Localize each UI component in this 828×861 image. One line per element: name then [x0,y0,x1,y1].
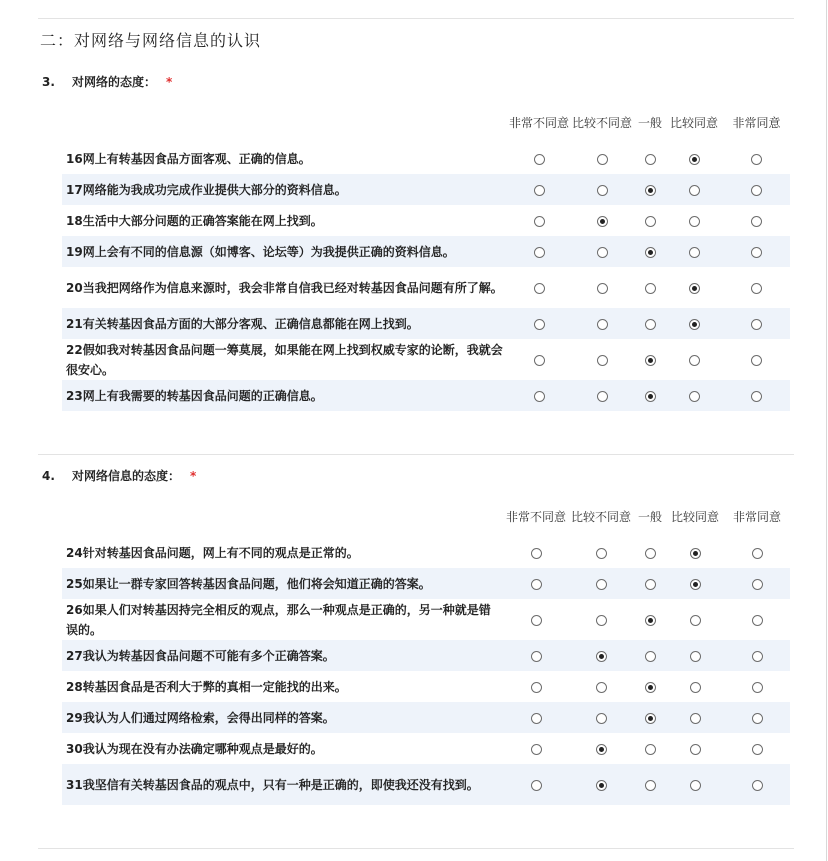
radio-option[interactable] [645,651,656,662]
option-header: 比较不同意 [570,510,631,524]
radio-option[interactable] [645,319,656,330]
radio-option[interactable] [751,154,762,165]
divider-middle [38,454,794,455]
radio-option[interactable] [690,682,701,693]
matrix-row [62,764,790,805]
radio-option[interactable] [531,579,542,590]
radio-option[interactable] [645,185,656,196]
radio-option[interactable] [645,744,656,755]
radio-option[interactable] [689,185,700,196]
radio-option[interactable] [752,615,763,626]
row-statement: 29我认为人们通过网络检索，会得出同样的答案。 [62,702,504,733]
divider-bottom [38,848,794,849]
matrix-row [62,308,790,339]
row-statement: 24针对转基因食品问题，网上有不同的观点是正常的。 [66,545,359,560]
radio-option[interactable] [531,682,542,693]
matrix-row [62,380,790,411]
radio-option[interactable] [751,391,762,402]
option-header: 非常同意 [732,116,781,130]
radio-option[interactable] [596,548,607,559]
radio-option[interactable] [534,247,545,258]
question-4-heading [42,467,196,484]
row-statement: 22假如我对转基因食品问题一筹莫展，如果能在网上找到权威专家的论断，我就会很安心。 [66,342,503,377]
radio-option[interactable] [689,319,700,330]
radio-option[interactable] [645,579,656,590]
radio-option[interactable] [597,216,608,227]
option-header: 一般 [637,510,662,524]
matrix-row [62,236,790,267]
radio-option[interactable] [752,682,763,693]
radio-option[interactable] [645,391,656,402]
radio-option[interactable] [597,283,608,294]
radio-option[interactable] [534,355,545,366]
question-number: 3. [42,75,55,89]
radio-option[interactable] [752,579,763,590]
radio-option[interactable] [534,283,545,294]
radio-option[interactable] [689,247,700,258]
question-4-matrix [62,497,790,805]
radio-option[interactable] [752,651,763,662]
question-3-heading [42,73,172,90]
radio-option[interactable] [689,355,700,366]
radio-option[interactable] [690,651,701,662]
row-statement: 18生活中大部分问题的正确答案能在网上找到。 [66,213,323,228]
radio-option[interactable] [689,216,700,227]
row-statement: 20当我把网络作为信息来源时，我会非常自信我已经对转基因食品问题有所了解。 [66,280,503,295]
page-right-border [826,0,827,861]
radio-option[interactable] [534,319,545,330]
radio-option[interactable] [597,391,608,402]
radio-option[interactable] [752,713,763,724]
option-header: 非常不同意 [505,510,566,524]
row-statement: 25如果让一群专家回答转基因食品问题，他们将会知道正确的答案。 [62,568,504,599]
row-statement: 27我认为转基因食品问题不可能有多个正确答案。 [62,640,504,671]
radio-option[interactable] [596,615,607,626]
radio-option[interactable] [751,247,762,258]
row-statement: 19网上会有不同的信息源（如博客、论坛等）为我提供正确的资料信息。 [62,236,509,267]
matrix-header-row [62,497,790,537]
radio-option[interactable] [534,216,545,227]
radio-option[interactable] [752,780,763,791]
radio-option[interactable] [689,283,700,294]
radio-option[interactable] [645,713,656,724]
option-header: 一般 [637,116,662,130]
radio-option[interactable] [752,744,763,755]
matrix-row [62,537,790,568]
row-statement: 26如果人们对转基因持完全相反的观点，那么一种观点是正确的，另一种就是错误的。 [66,602,491,637]
radio-option[interactable] [534,391,545,402]
radio-option[interactable] [645,247,656,258]
matrix-row [62,143,790,174]
radio-option[interactable] [531,780,542,791]
radio-option[interactable] [645,216,656,227]
row-statement: 21有关转基因食品方面的大部分客观、正确信息都能在网上找到。 [62,308,509,339]
radio-option[interactable] [690,744,701,755]
radio-option[interactable] [751,185,762,196]
radio-option[interactable] [596,780,607,791]
option-header: 比较同意 [670,510,719,524]
row-statement: 17网络能为我成功完成作业提供大部分的资料信息。 [62,174,509,205]
radio-option[interactable] [531,713,542,724]
row-statement: 28转基因食品是否利大于弊的真相一定能找的出来。 [66,679,347,694]
radio-option[interactable] [690,579,701,590]
matrix-row [62,733,790,764]
radio-option[interactable] [597,185,608,196]
radio-option[interactable] [645,682,656,693]
radio-option[interactable] [645,780,656,791]
radio-option[interactable] [597,355,608,366]
radio-option[interactable] [645,355,656,366]
radio-option[interactable] [596,744,607,755]
option-header: 比较同意 [669,116,718,130]
radio-option[interactable] [596,579,607,590]
radio-option[interactable] [596,713,607,724]
matrix-row [62,640,790,671]
radio-option[interactable] [689,391,700,402]
radio-option[interactable] [534,154,545,165]
required-marker: * [166,75,173,89]
row-statement: 23网上有我需要的转基因食品问题的正确信息。 [62,380,509,411]
radio-option[interactable] [531,615,542,626]
radio-option[interactable] [752,548,763,559]
matrix-row [62,267,790,308]
radio-option[interactable] [645,615,656,626]
radio-option[interactable] [751,216,762,227]
required-marker: * [190,469,197,483]
radio-option[interactable] [597,319,608,330]
radio-option[interactable] [645,154,656,165]
radio-option[interactable] [645,283,656,294]
radio-option[interactable] [751,355,762,366]
row-statement: 16网上有转基因食品方面客观、正确的信息。 [66,151,311,166]
radio-option[interactable] [531,651,542,662]
radio-option[interactable] [690,713,701,724]
question-3-matrix [62,103,790,411]
question-title: 对网络信息的态度： [72,469,181,483]
radio-option[interactable] [751,319,762,330]
matrix-header-row [62,103,790,143]
radio-option[interactable] [689,154,700,165]
matrix-row [62,174,790,205]
radio-option[interactable] [690,780,701,791]
matrix-row [62,339,790,380]
radio-option[interactable] [690,548,701,559]
radio-option[interactable] [597,154,608,165]
divider-top [38,18,794,19]
radio-option[interactable] [596,682,607,693]
matrix-row [62,702,790,733]
matrix-row [62,568,790,599]
matrix-row [62,671,790,702]
option-header: 非常同意 [732,510,781,524]
option-header: 比较不同意 [571,116,632,130]
option-header: 非常不同意 [509,116,570,130]
radio-option[interactable] [597,247,608,258]
radio-option[interactable] [596,651,607,662]
section-title: 二：对网络与网络信息的认识 [40,31,262,50]
radio-option[interactable] [751,283,762,294]
question-number: 4. [42,469,55,483]
radio-option[interactable] [645,548,656,559]
row-statement: 30我认为现在没有办法确定哪种观点是最好的。 [66,741,323,756]
matrix-row [62,599,790,640]
question-title: 对网络的态度： [72,75,157,89]
matrix-row [62,205,790,236]
radio-option[interactable] [690,615,701,626]
row-statement: 31我坚信有关转基因食品的观点中，只有一种是正确的，即使我还没有找到。 [62,764,504,805]
radio-option[interactable] [531,744,542,755]
radio-option[interactable] [531,548,542,559]
radio-option[interactable] [534,185,545,196]
